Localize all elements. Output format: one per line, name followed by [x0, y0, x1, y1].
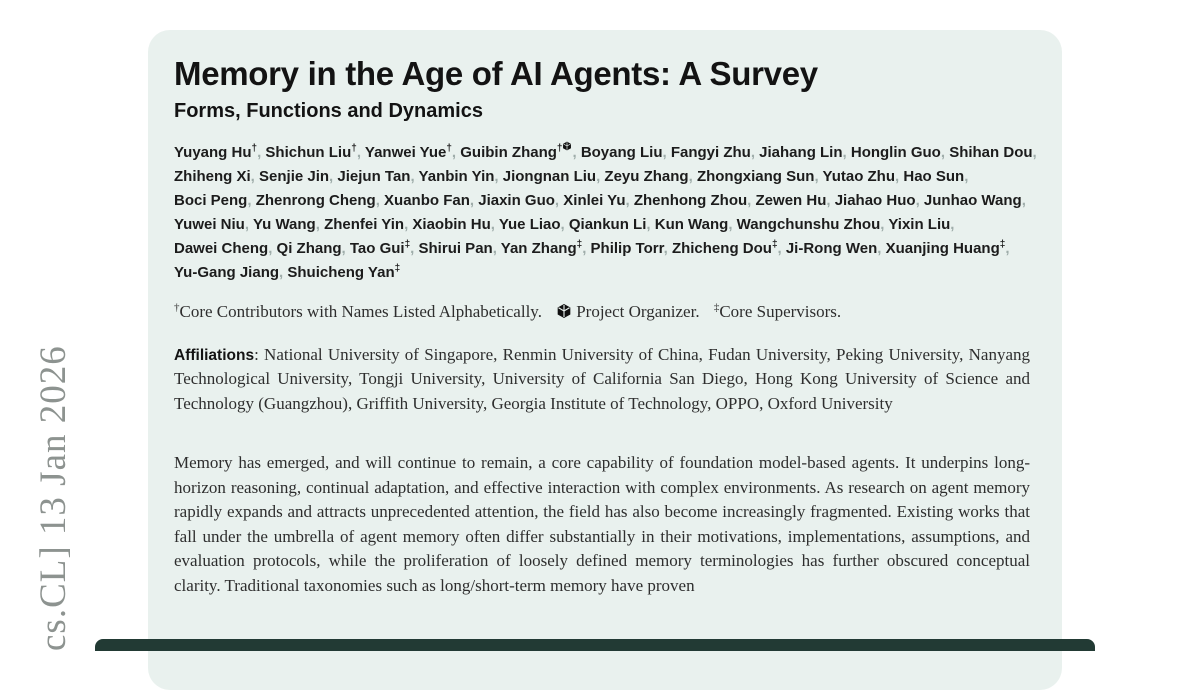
author-name: Zhicheng Dou‡, — [671, 238, 782, 257]
next-section-edge — [95, 639, 1095, 651]
author-name: Jiejun Tan, — [337, 167, 415, 185]
author-name: Boyang Liu, — [580, 143, 667, 161]
author-list — [174, 141, 1040, 285]
dagger-symbol: † — [174, 301, 180, 314]
author-name: Jiaxin Guo, — [478, 191, 560, 209]
abstract-text: Memory has emerged, and will continue to remain, a core capability of foundation model-based agents. It underpins long-horizon reasoning, continual adaptation, and effective interaction with complex environments. As research on agent memory rapidly expands and attracts unprecedented attention, the field has also become increasingly fragmented. Existing works that fall under the umbrella of agent memory often differ substantially in their motivations, implementations, assumptions, and evaluation protocols, while the proliferation of loosely defined memory terminologies has further obscured conceptual clarity. Traditional taxonomies such as long/short-term memory have proven — [174, 453, 1030, 595]
author-name: Jiahao Huo, — [834, 191, 920, 209]
dagger-note: Core Contributors with Names Listed Alphabetically. — [179, 301, 542, 321]
author-name: Yanwei Yue†, — [364, 142, 457, 161]
author-name: Zewen Hu, — [755, 191, 831, 209]
contributor-footnote — [174, 302, 1028, 322]
author-name: Yanbin Yin, — [418, 167, 499, 185]
author-name: Yu-Gang Jiang, — [174, 263, 284, 281]
author-name: Jiongnan Liu, — [502, 167, 601, 185]
author-name: Qi Zhang, — [276, 239, 346, 257]
author-name: Philip Torr, — [590, 239, 668, 257]
cube-note: Project Organizer. — [576, 301, 700, 321]
author-name: Zhenhong Zhou, — [633, 191, 752, 209]
author-name: Boci Peng, — [174, 191, 252, 209]
paper-card — [148, 30, 1062, 690]
author-name: Shichun Liu†, — [265, 142, 361, 161]
author-name: Senjie Jin, — [259, 167, 334, 185]
ddagger-note: Core Supervisors. — [719, 301, 842, 321]
author-name: Xinlei Yu, — [563, 191, 630, 209]
affiliations-text: : National University of Singapore, Renmin University of China, Fudan University, Peking University, Nanyang Technological University, Tongji University, University of California San Diego, Hong Kong University of Science and Technology (Guangzhou), Griffith University, Georgia Institute of Technology, OPPO, Oxford University — [174, 344, 1030, 413]
author-name: Fangyi Zhu, — [670, 143, 755, 161]
author-name: Guibin Zhang† , — [460, 142, 577, 161]
author-name: Yuwei Niu, — [174, 215, 250, 233]
author-name: Hao Sun, — [903, 167, 969, 185]
author-name: Yuyang Hu†, — [174, 142, 262, 161]
paper-subtitle: Forms, Functions and Dynamics — [174, 99, 483, 122]
paper-title: Memory in the Age of AI Agents: A Survey — [174, 55, 818, 92]
author-name: Zhongxiang Sun, — [696, 167, 819, 185]
author-name: Yu Wang, — [252, 215, 320, 233]
author-name: Shuicheng Yan‡ — [287, 262, 401, 281]
author-name: Zhenrong Cheng, — [255, 191, 380, 209]
author-name: Ji-Rong Wen, — [785, 239, 882, 257]
affiliations — [174, 343, 1030, 416]
author-name: Jiahang Lin, — [759, 143, 847, 161]
author-name: Kun Wang, — [654, 215, 733, 233]
author-name: Zhiheng Xi, — [174, 167, 255, 185]
author-name: Shihan Dou, — [949, 143, 1037, 161]
author-name: Xuanbo Fan, — [384, 191, 475, 209]
author-name: Dawei Cheng, — [174, 239, 273, 257]
author-name: Shirui Pan, — [418, 239, 497, 257]
author-name: Junhao Wang, — [923, 191, 1026, 209]
author-name: Yutao Zhu, — [822, 167, 900, 185]
author-name: Honglin Guo, — [850, 143, 946, 161]
author-name: Yixin Liu, — [888, 215, 955, 233]
cube-icon — [562, 144, 572, 161]
author-name: Zeyu Zhang, — [604, 167, 693, 185]
author-name: Qiankun Li, — [568, 215, 651, 233]
author-name: Yan Zhang‡, — [500, 238, 587, 257]
affiliations-label: Affiliations — [174, 346, 255, 364]
author-name: Xiaobin Hu, — [412, 215, 495, 233]
author-name: Yue Liao, — [498, 215, 565, 233]
author-name: Wangchunshu Zhou, — [736, 215, 885, 233]
author-name: Zhenfei Yin, — [324, 215, 409, 233]
author-name: Tao Gui‡, — [349, 238, 415, 257]
author-name: Xuanjing Huang‡, — [885, 238, 1010, 257]
arxiv-sidebar-text: cs.CL] 13 Jan 2026 — [33, 345, 74, 651]
ddagger-symbol: ‡ — [713, 301, 720, 314]
cube-icon — [556, 302, 576, 321]
